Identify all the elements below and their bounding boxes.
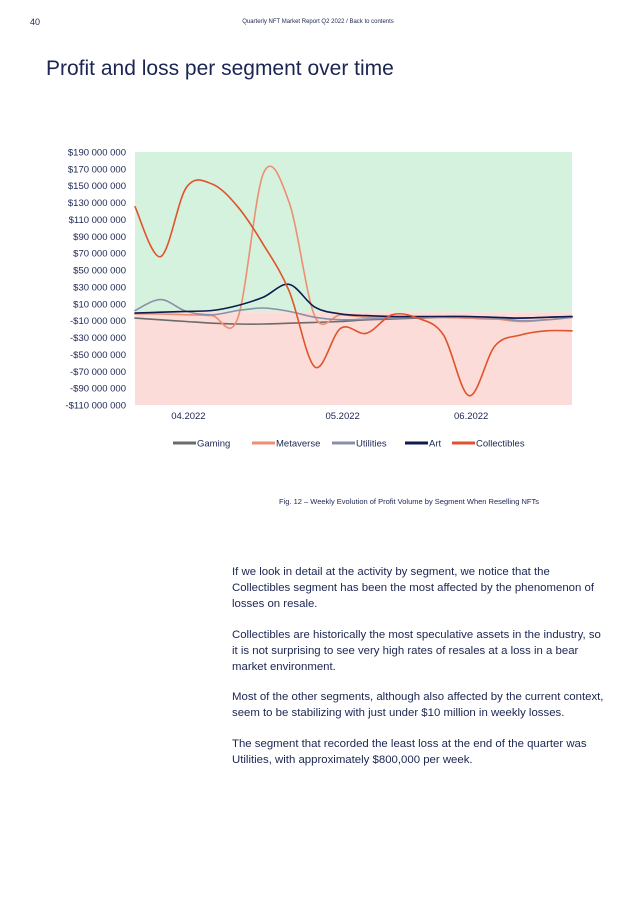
loss-zone-band bbox=[135, 312, 572, 405]
legend-label-utilities: Utilities bbox=[356, 438, 387, 450]
y-tick-label: $130 000 000 bbox=[67, 198, 126, 210]
legend-label-art: Art bbox=[429, 438, 442, 450]
body-text bbox=[232, 564, 604, 782]
page-title: Profit and loss per segment over time bbox=[46, 57, 394, 80]
y-tick-label: $70 000 000 bbox=[73, 248, 126, 260]
profit-loss-line-chart bbox=[0, 130, 636, 460]
y-tick-label: $90 000 000 bbox=[73, 231, 126, 243]
y-tick-label: $110 000 000 bbox=[68, 214, 126, 226]
y-tick-label: -$50 000 000 bbox=[70, 349, 126, 361]
paragraph-4: The segment that recorded the least loss at the end of the quarter was Utilities, with approximately $800,000 per week. bbox=[232, 737, 587, 766]
page-number: 40 bbox=[30, 17, 41, 27]
profit-zone-band bbox=[135, 152, 572, 312]
y-tick-label: -$70 000 000 bbox=[70, 366, 126, 378]
y-tick-label: $30 000 000 bbox=[73, 282, 126, 294]
y-tick-label: $170 000 000 bbox=[67, 164, 126, 176]
legend-label-metaverse: Metaverse bbox=[276, 438, 321, 450]
figure-caption: Fig. 12 – Weekly Evolution of Profit Volume by Segment When Reselling NFTs bbox=[279, 497, 539, 506]
x-tick-label: 04.2022 bbox=[171, 411, 206, 422]
y-tick-label: $50 000 000 bbox=[73, 265, 126, 277]
y-tick-label: -$110 000 000 bbox=[65, 400, 126, 412]
x-tick-label: 06.2022 bbox=[454, 411, 489, 422]
legend-label-gaming: Gaming bbox=[197, 438, 231, 450]
legend-label-collectibles: Collectibles bbox=[476, 438, 525, 450]
y-tick-label: $190 000 000 bbox=[67, 147, 126, 159]
paragraph-2: Collectibles are historically the most speculative assets in the industry, so it is not surprising to see very high rates of resales at a loss in a bear market environment. bbox=[232, 628, 601, 673]
paragraph-3: Most of the other segments, although also affected by the current context, seem to be stabilizing with just under $10 million in weekly losses. bbox=[232, 691, 604, 720]
y-tick-label: $150 000 000 bbox=[67, 181, 126, 193]
y-tick-label: -$10 000 000 bbox=[70, 316, 126, 328]
paragraph-1: If we look in detail at the activity by segment, we notice that the Collectibles segment has been the most affected by the phenomenon of losses on resale. bbox=[232, 566, 594, 611]
y-tick-label: -$30 000 000 bbox=[70, 333, 126, 345]
y-tick-label: -$90 000 000 bbox=[70, 383, 126, 395]
x-tick-label: 05.2022 bbox=[325, 411, 360, 422]
y-tick-label: $10 000 000 bbox=[73, 299, 126, 311]
running-header-link[interactable]: Quarterly NFT Market Report Q2 2022 / Back to contents bbox=[242, 19, 394, 25]
